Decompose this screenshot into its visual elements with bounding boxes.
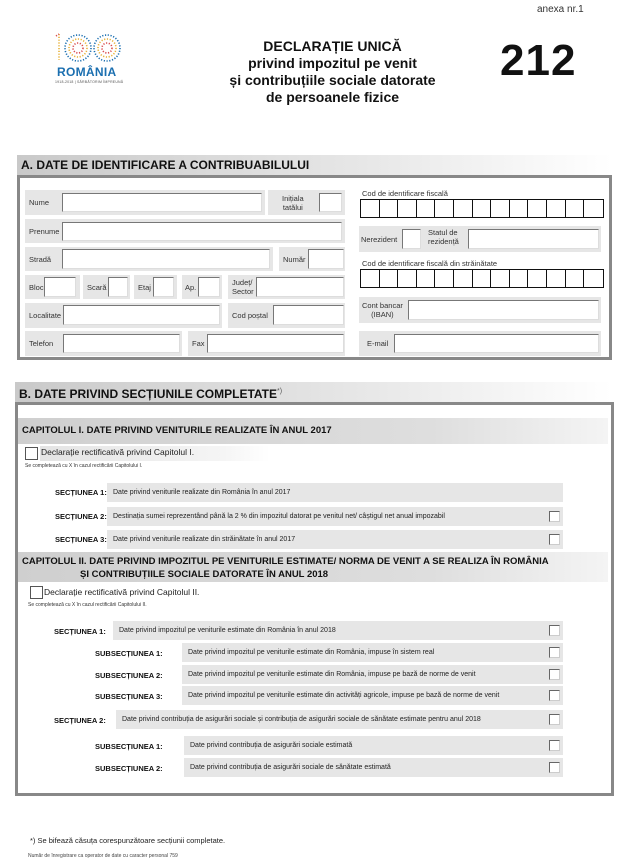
cap2-s2-sub1-checkbox[interactable]	[549, 740, 560, 751]
cap2-sub2-text: Date privind impozitul pe veniturile estimate din România, impuse pe bază de norme de venit	[182, 665, 563, 684]
cap2-s2-sub2-checkbox[interactable]	[549, 762, 560, 773]
cap2-sub2-label: SUBSECȚIUNEA 2:	[95, 671, 163, 680]
nerezident-label: Nerezident	[361, 234, 398, 244]
statut-label: Statul de rezidență	[428, 228, 459, 246]
cod-postal-label: Cod poștal	[232, 311, 268, 320]
cap2-s2-sub1-text: Date privind contribuția de asigurări sociale estimată	[184, 736, 563, 755]
cap1-rectif-note: Se completează cu X în cazul rectificării Capitolului I.	[25, 463, 143, 469]
cif-input-grid[interactable]	[360, 199, 604, 218]
title-line: privind impozitul pe venit	[248, 55, 417, 71]
cap2-sec2-label: SECȚIUNEA 2:	[54, 716, 106, 725]
cap2-title: CAPITOLUL II. DATE PRIVIND IMPOZITUL PE VENITURILE ESTIMATE/ NORMA DE VENIT A SE REALIZA ÎN ROMÂNIA ȘI CONTRIBUȚIILE SOCIALE DATORATE ÎN ANUL 2018	[18, 552, 608, 582]
cap2-sub1-text: Date privind impozitul pe veniturile estimate din România, impuse în sistem real	[182, 643, 563, 662]
etaj-label: Etaj	[138, 282, 151, 292]
cap1-sec3-checkbox[interactable]	[549, 534, 560, 545]
iban-input[interactable]	[408, 300, 599, 320]
cap2-s2-sub1-label: SUBSECȚIUNEA 1:	[95, 742, 163, 751]
localitate-label: Localitate	[29, 311, 62, 320]
scara-input[interactable]	[108, 277, 128, 297]
cif-strainatate-input-grid[interactable]	[360, 269, 604, 288]
nume-label: Nume	[29, 198, 50, 207]
statut-input[interactable]	[468, 229, 599, 249]
cap2-sec2-text: Date privind contribuția de asigurări sociale și contribuția de asigurări sociale de sănătate estimate pentru anul 2018	[116, 710, 563, 729]
cap2-sub3-text: Date privind impozitul pe veniturile estimate din activități agricole, impuse pe bază de norme de venit	[182, 686, 563, 705]
etaj-input[interactable]	[153, 277, 174, 297]
title-line: DECLARAȚIE UNICĂ	[263, 38, 402, 54]
ap-input[interactable]	[198, 277, 220, 297]
title-line: și contribuțiile sociale datorate	[229, 72, 436, 88]
section-b-title: B. DATE PRIVIND SECȚIUNILE COMPLETATE*)	[15, 382, 612, 402]
cap1-sec1-bar-end	[477, 483, 563, 502]
fax-input[interactable]	[207, 334, 344, 353]
cap2-sub3-label: SUBSECȚIUNEA 3:	[95, 692, 163, 701]
cap1-sec2-checkbox[interactable]	[549, 511, 560, 522]
cap2-sec1-checkbox[interactable]	[549, 625, 560, 636]
nume-input[interactable]	[62, 193, 262, 212]
scara-label: Scară	[87, 282, 107, 292]
telefon-input[interactable]	[63, 334, 180, 353]
cap1-sec3-text: Date privind veniturile realizate din străinătate în anul 2017	[107, 530, 563, 549]
logo-subtext: 1918-2018 | SĂRBĂTORIM ÎMPREUNĂ	[55, 80, 124, 84]
cap2-sec1-text: Date privind impozitul pe veniturile estimate din România în anul 2018	[113, 621, 563, 640]
telefon-label: Telefon	[29, 339, 54, 348]
cap2-sub3-checkbox[interactable]	[549, 690, 560, 701]
cap2-sub1-label: SUBSECȚIUNEA 1:	[95, 649, 163, 658]
cap1-rectif-checkbox[interactable]	[25, 447, 38, 460]
section-a-title: A. DATE DE IDENTIFICARE A CONTRIBUABILULUI	[17, 155, 612, 175]
cif-strainatate-label: Cod de identificare fiscală din străinătate	[362, 259, 498, 268]
bloc-label: Bloc	[29, 282, 44, 292]
nerezident-checkbox[interactable]	[402, 229, 421, 249]
cap2-sec1-label: SECȚIUNEA 1:	[54, 627, 106, 636]
cap2-sec2-checkbox[interactable]	[549, 714, 560, 725]
initiala-label: Inițiala tatălui	[282, 193, 304, 212]
logo-text: ROMÂNIA	[57, 65, 117, 79]
cap1-sec1-label: SECȚIUNEA 1:	[55, 488, 107, 497]
judet-label: Județ/ Sector	[232, 278, 254, 296]
form-number: 212	[500, 36, 577, 85]
ap-label: Ap.	[185, 282, 197, 292]
iban-label: Cont bancar (IBAN)	[362, 301, 403, 319]
email-label: E-mail	[367, 339, 389, 348]
cif-label: Cod de identificare fiscală	[362, 189, 448, 198]
cap2-sub1-checkbox[interactable]	[549, 647, 560, 658]
cap1-sec1-text: Date privind veniturile realizate din România în anul 2017	[107, 483, 477, 502]
bloc-input[interactable]	[44, 277, 76, 297]
cap1-sec2-label: SECȚIUNEA 2:	[55, 512, 107, 521]
fax-label: Fax	[192, 339, 205, 348]
numar-label: Număr	[283, 254, 306, 264]
cap2-s2-sub2-label: SUBSECȚIUNEA 2:	[95, 764, 163, 773]
prenume-input[interactable]	[62, 222, 342, 241]
cap2-rectif-note: Se completează cu X în cazul rectificării Capitolului II.	[28, 602, 147, 608]
cap1-rectif-label: Declarație rectificativă privind Capitolul I.	[41, 447, 195, 457]
initiala-input[interactable]	[319, 193, 342, 212]
email-input[interactable]	[394, 334, 599, 353]
localitate-input[interactable]	[63, 305, 220, 325]
cap1-title: CAPITOLUL I. DATE PRIVIND VENITURILE REALIZATE ÎN ANUL 2017	[18, 418, 608, 444]
cap2-rectif-label: Declarație rectificativă privind Capitolul II.	[44, 587, 200, 597]
strada-label: Stradă	[29, 254, 52, 264]
prenume-label: Prenume	[29, 226, 60, 236]
numar-input[interactable]	[308, 249, 344, 269]
title-line: de persoanele fizice	[265, 89, 400, 105]
cap2-s2-sub2-text: Date privind contribuția de asigurări sociale de sănătate estimată	[184, 758, 563, 777]
footnote: *) Se bifează căsuța corespunzătoare secțiunii completate.	[30, 836, 226, 845]
cap1-sec3-label: SECȚIUNEA 3:	[55, 535, 107, 544]
cap2-sub2-checkbox[interactable]	[549, 669, 560, 680]
page-title	[210, 38, 455, 106]
cod-postal-input[interactable]	[273, 305, 344, 325]
footnote-mark: *)	[277, 388, 283, 395]
annex-label: anexa nr.1	[537, 4, 584, 15]
registration-number: Număr de înregistrare ca operator de date cu caracter personal 759	[28, 853, 178, 859]
cap1-sec2-text: Destinația sumei reprezentând până la 2 % din impozitul datorat pe venitul net/ câștigul net anual impozabil	[107, 507, 563, 526]
judet-input[interactable]	[256, 277, 344, 297]
cap2-rectif-checkbox[interactable]	[30, 586, 43, 599]
strada-input[interactable]	[62, 249, 270, 269]
